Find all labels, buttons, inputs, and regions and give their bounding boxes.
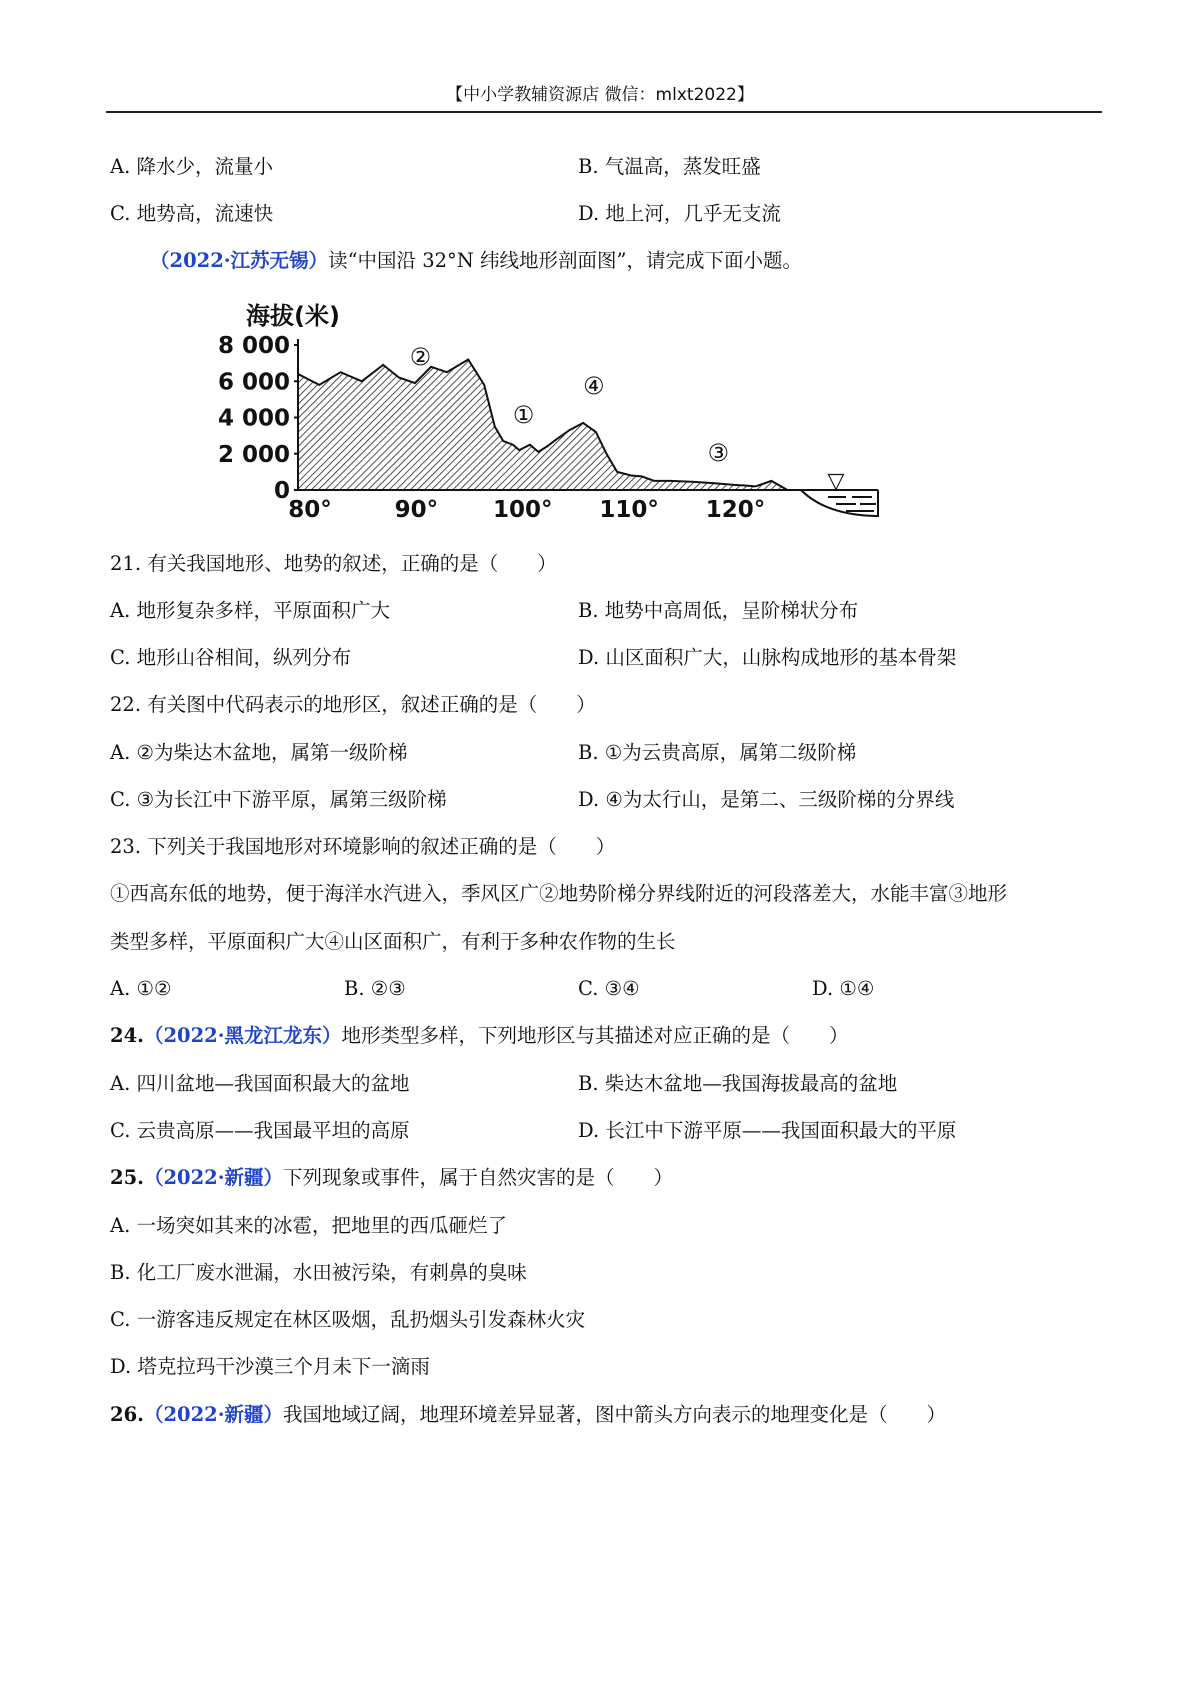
q23-body-line-1: ①西高东低的地势，便于海洋水汽进入，季风区广②地势阶梯分界线附近的河段落差大，水能丰富③地形 [110,882,1008,905]
terrain-marker-label: ③ [707,439,729,467]
q25-number: 25. [110,1166,144,1189]
header-divider [106,111,1102,113]
q23-option-d: D. ①④ [812,977,875,1000]
q24-stem [110,1023,849,1049]
x-tick-label: 90° [394,497,439,523]
intro-text: 读“中国沿 32°N 纬线地形剖面图”，请完成下面小题。 [328,249,803,272]
q23-option-a: A. ①② [110,977,172,1000]
q22-stem: 22. 有关图中代码表示的地形区，叙述正确的是（ ） [110,693,596,716]
q26-stem [110,1402,946,1428]
q25-option-c: C. 一游客违反规定在林区吸烟，乱扔烟头引发森林火灾 [110,1308,586,1331]
terrain-marker-label: ④ [582,371,605,400]
x-tick-label: 100° [493,497,553,523]
terrain-profile-area [298,360,787,491]
q24-option-b: B. 柴达木盆地—我国海拔最高的盆地 [578,1072,898,1095]
q26-source: （2022·新疆） [143,1403,283,1426]
q20-option-c: C. 地势高，流速快 [110,202,274,225]
intro-source: （2022·江苏无锡） [150,249,329,272]
q23-option-b: B. ②③ [344,977,406,1000]
q23-body-line-2: 类型多样，平原面积广大④山区面积广，有利于多种农作物的生长 [110,930,676,953]
y-tick-label: 0 [273,478,290,504]
x-tick-label: 80° [288,497,332,523]
q24-option-a: A. 四川盆地—我国面积最大的盆地 [110,1072,410,1095]
figure-intro [150,248,802,274]
q22-option-b: B. ①为云贵高原，属第二级阶梯 [578,741,857,764]
q25-option-a: A. 一场突如其来的冰雹，把地里的西瓜砸烂了 [110,1214,507,1237]
q25-text: 下列现象或事件，属于自然灾害的是（ ） [283,1166,674,1189]
q21-stem: 21. 有关我国地形、地势的叙述，正确的是（ ） [110,552,557,575]
q23-stem: 23. 下列关于我国地形对环境影响的叙述正确的是（ ） [110,835,616,858]
q20-option-d: D. 地上河，几乎无支流 [578,202,781,225]
q24-number: 24. [110,1024,144,1047]
terrain-marker-label: ② [409,342,432,371]
q21-option-a: A. 地形复杂多样，平原面积广大 [110,599,390,622]
q24-option-c: C. 云贵高原——我国最平坦的高原 [110,1119,410,1142]
sea-area [794,469,878,516]
page-header: 【中小学教辅资源店 微信：mlxt2022】 [446,85,754,105]
q23-option-c: C. ③④ [578,977,640,1000]
q22-option-c: C. ③为长江中下游平原，属第三级阶梯 [110,788,447,811]
y-tick-label: 2 000 [217,441,290,468]
terrain-profile-figure [217,300,970,528]
q25-option-b: B. 化工厂废水泄漏，水田被污染，有刺鼻的臭味 [110,1261,527,1284]
q24-source: （2022·黑龙江龙东） [143,1024,342,1047]
y-axis-label: 海拔(米) [246,302,340,330]
y-tick-label: 6 000 [217,369,290,396]
y-tick-label: 8 000 [217,333,290,359]
q21-option-d: D. 山区面积广大，山脉构成地形的基本骨架 [578,646,957,669]
q26-text: 我国地域辽阔，地理环境差异显著，图中箭头方向表示的地理变化是（ ） [283,1403,947,1426]
terrain-marker-label: ① [512,400,535,429]
x-tick-label: 110° [599,497,659,523]
q21-option-b: B. 地势中高周低，呈阶梯状分布 [578,599,859,622]
q24-option-d: D. 长江中下游平原——我国面积最大的平原 [578,1119,957,1142]
q25-source: （2022·新疆） [143,1166,283,1189]
q22-option-a: A. ②为柴达木盆地，属第一级阶梯 [110,741,408,764]
q22-option-d: D. ④为太行山，是第二、三级阶梯的分界线 [578,788,955,811]
q20-option-b: B. 气温高，蒸发旺盛 [578,155,761,178]
sea-level-symbol: ▽ [827,469,845,494]
q25-option-d: D. 塔克拉玛干沙漠三个月未下一滴雨 [110,1355,430,1378]
x-tick-label: 120° [705,497,766,523]
y-tick-label: 4 000 [217,405,290,432]
q20-option-a: A. 降水少，流量小 [110,155,273,178]
q26-number: 26. [110,1403,144,1426]
q25-stem [110,1165,673,1191]
q21-option-c: C. 地形山谷相间，纵列分布 [110,646,352,669]
terrain-profile-chart [217,300,970,528]
q24-text: 地形类型多样，下列地形区与其描述对应正确的是（ ） [341,1024,849,1047]
